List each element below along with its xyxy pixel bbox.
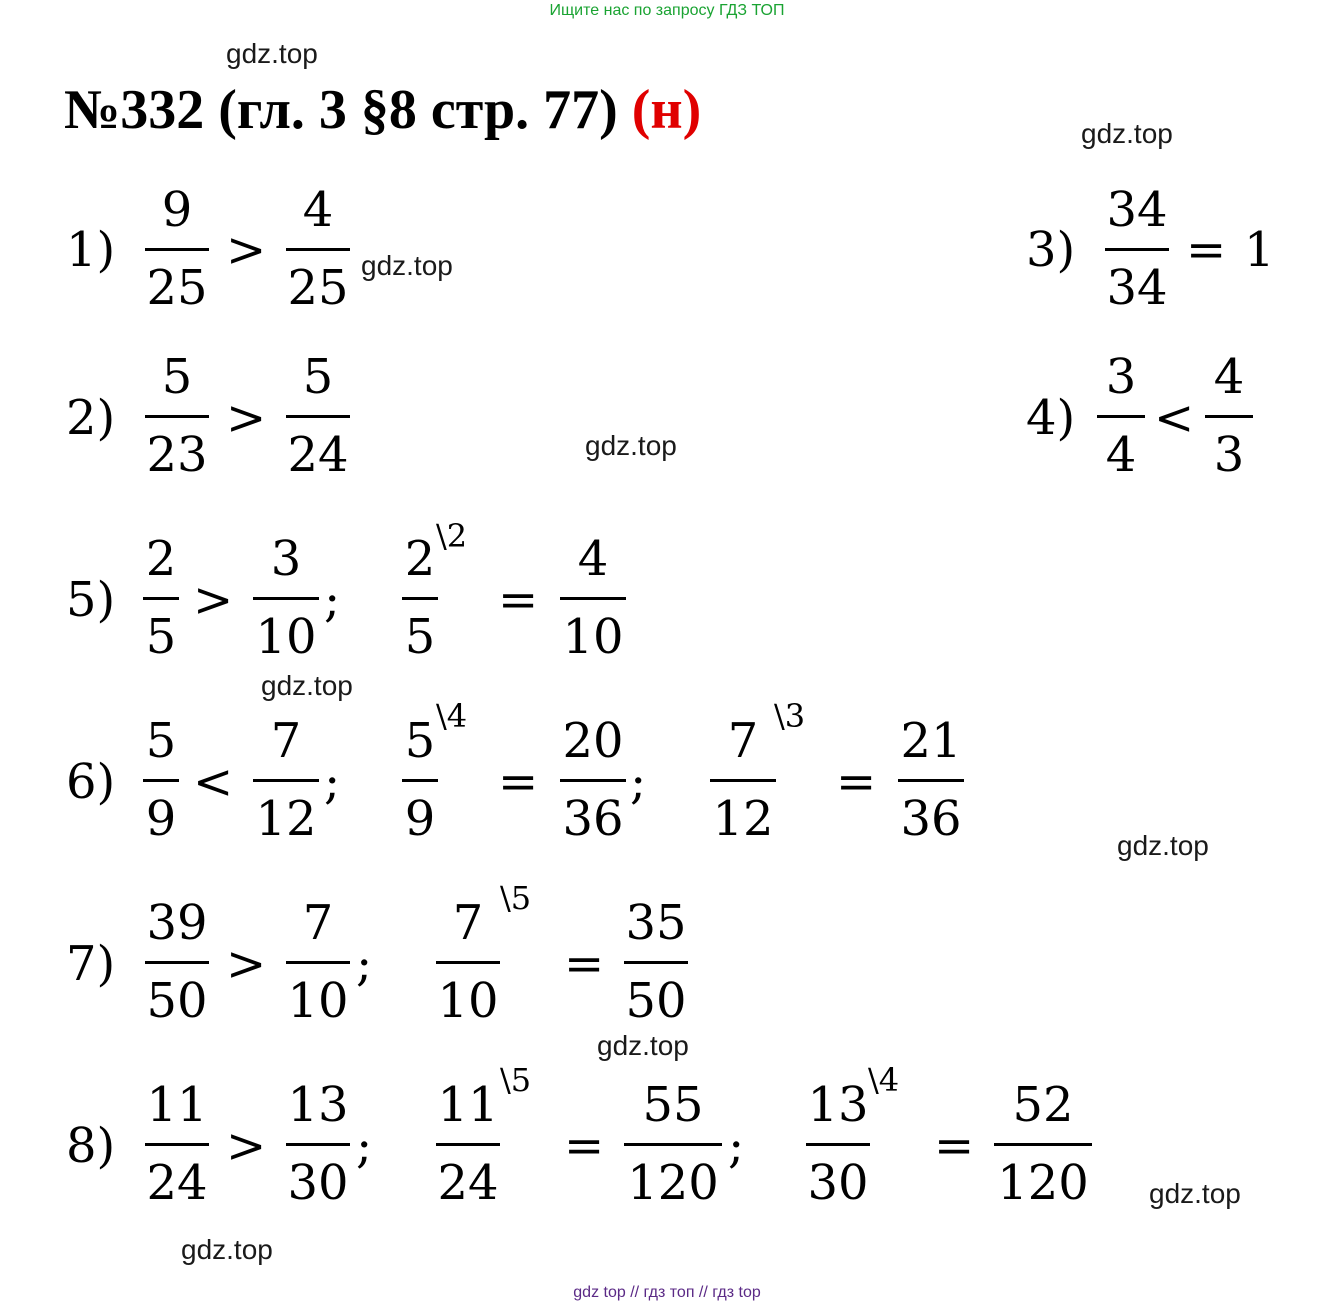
numerator: 4 bbox=[577, 531, 609, 587]
item-label: 3) bbox=[1026, 222, 1076, 278]
numerator: 7 bbox=[270, 713, 302, 769]
numerator: 5 bbox=[145, 713, 177, 769]
denominator: 24 bbox=[437, 1155, 499, 1211]
fraction-bar bbox=[145, 415, 209, 418]
separator: ; bbox=[324, 754, 341, 810]
fraction-bar bbox=[560, 597, 626, 600]
watermark: gdz.top bbox=[1149, 1178, 1241, 1209]
operator: > bbox=[226, 222, 267, 278]
denominator: 10 bbox=[437, 973, 499, 1029]
denominator: 10 bbox=[287, 973, 349, 1029]
fraction-bar bbox=[436, 961, 500, 964]
numerator: 9 bbox=[161, 182, 193, 238]
numerator: 7 bbox=[302, 895, 334, 951]
denominator: 23 bbox=[146, 427, 208, 483]
title-tag: (н) bbox=[631, 79, 702, 141]
item-label: 1) bbox=[66, 222, 116, 278]
operator: < bbox=[1154, 390, 1195, 446]
denominator: 12 bbox=[712, 791, 774, 847]
denominator: 30 bbox=[807, 1155, 869, 1211]
numerator: 7 bbox=[452, 895, 484, 951]
denominator: 34 bbox=[1106, 260, 1168, 316]
title-main: №332 (гл. 3 §8 стр. 77) bbox=[64, 79, 618, 141]
operator: = bbox=[1186, 222, 1227, 278]
numerator: 4 bbox=[1213, 349, 1245, 405]
item-label: 5) bbox=[66, 572, 116, 628]
denominator: 36 bbox=[562, 791, 624, 847]
result-value: 1 bbox=[1244, 222, 1275, 278]
numerator: 39 bbox=[146, 895, 208, 951]
fraction-bar bbox=[1105, 248, 1169, 251]
numerator: 55 bbox=[642, 1077, 704, 1133]
fraction-bar bbox=[143, 779, 179, 782]
equals-sign: = bbox=[498, 572, 539, 628]
fraction-bar bbox=[286, 415, 350, 418]
watermark: gdz.top bbox=[226, 38, 318, 69]
operator: > bbox=[226, 390, 267, 446]
factor-superscript: \4 bbox=[868, 1061, 900, 1099]
factor-superscript: \4 bbox=[436, 697, 468, 735]
denominator: 5 bbox=[404, 609, 436, 665]
numerator: 3 bbox=[1105, 349, 1137, 405]
denominator: 50 bbox=[625, 973, 687, 1029]
fraction-bar bbox=[710, 779, 776, 782]
operator: > bbox=[226, 1118, 267, 1174]
separator: ; bbox=[728, 1118, 745, 1174]
item-label: 7) bbox=[66, 936, 116, 992]
fraction-bar bbox=[898, 779, 964, 782]
equals-sign: = bbox=[564, 1118, 605, 1174]
numerator: 5 bbox=[404, 713, 436, 769]
numerator: 35 bbox=[625, 895, 687, 951]
denominator: 120 bbox=[627, 1155, 719, 1211]
denominator: 4 bbox=[1105, 427, 1137, 483]
fraction-bar bbox=[1205, 415, 1253, 418]
numerator: 3 bbox=[270, 531, 302, 587]
denominator: 24 bbox=[146, 1155, 208, 1211]
denominator: 12 bbox=[255, 791, 317, 847]
numerator: 5 bbox=[161, 349, 193, 405]
fraction-bar bbox=[253, 779, 319, 782]
equals-sign: = bbox=[564, 936, 605, 992]
fraction-bar bbox=[286, 248, 350, 251]
denominator: 30 bbox=[287, 1155, 349, 1211]
separator: ; bbox=[356, 936, 373, 992]
fraction-bar bbox=[624, 961, 688, 964]
denominator: 25 bbox=[287, 260, 349, 316]
page-title bbox=[64, 78, 701, 142]
footer: gdz top // гдз топ // гдз top bbox=[573, 1284, 761, 1301]
operator: > bbox=[193, 572, 234, 628]
fraction-bar bbox=[145, 961, 209, 964]
factor-superscript: \3 bbox=[774, 697, 806, 735]
watermark: gdz.top bbox=[181, 1234, 273, 1265]
fraction-bar bbox=[806, 1143, 870, 1146]
watermark: gdz.top bbox=[1081, 118, 1173, 149]
denominator: 50 bbox=[146, 973, 208, 1029]
denominator: 120 bbox=[997, 1155, 1089, 1211]
denominator: 9 bbox=[145, 791, 177, 847]
operator: < bbox=[193, 754, 234, 810]
fraction-bar bbox=[402, 779, 438, 782]
factor-superscript: \2 bbox=[436, 517, 468, 555]
fraction-bar bbox=[286, 1143, 350, 1146]
item-label: 4) bbox=[1026, 390, 1076, 446]
operator: > bbox=[226, 936, 267, 992]
numerator: 34 bbox=[1106, 182, 1168, 238]
denominator: 10 bbox=[255, 609, 317, 665]
denominator: 25 bbox=[146, 260, 208, 316]
factor-superscript: \5 bbox=[500, 1061, 532, 1099]
numerator: 13 bbox=[807, 1077, 869, 1133]
numerator: 13 bbox=[287, 1077, 349, 1133]
fraction-bar bbox=[145, 248, 209, 251]
fraction-bar bbox=[253, 597, 319, 600]
denominator: 10 bbox=[562, 609, 624, 665]
numerator: 2 bbox=[145, 531, 177, 587]
banner: Ищите нас по запросу ГДЗ ТОП bbox=[549, 2, 785, 19]
watermark: gdz.top bbox=[261, 670, 353, 701]
separator: ; bbox=[630, 754, 647, 810]
denominator: 5 bbox=[145, 609, 177, 665]
fraction-bar bbox=[624, 1143, 722, 1146]
numerator: 5 bbox=[302, 349, 334, 405]
separator: ; bbox=[324, 572, 341, 628]
item-label: 8) bbox=[66, 1118, 116, 1174]
equals-sign: = bbox=[836, 754, 877, 810]
denominator: 3 bbox=[1213, 427, 1245, 483]
denominator: 9 bbox=[404, 791, 436, 847]
fraction-bar bbox=[560, 779, 626, 782]
fraction-bar bbox=[145, 1143, 209, 1146]
fraction-bar bbox=[994, 1143, 1092, 1146]
numerator: 2 bbox=[404, 531, 436, 587]
numerator: 20 bbox=[562, 713, 624, 769]
watermark: gdz.top bbox=[1117, 830, 1209, 861]
numerator: 52 bbox=[1012, 1077, 1074, 1133]
numerator: 11 bbox=[437, 1077, 499, 1133]
fraction-bar bbox=[1097, 415, 1145, 418]
watermark: gdz.top bbox=[585, 430, 677, 461]
equals-sign: = bbox=[934, 1118, 975, 1174]
numerator: 7 bbox=[727, 713, 759, 769]
equals-sign: = bbox=[498, 754, 539, 810]
numerator: 4 bbox=[302, 182, 334, 238]
watermark: gdz.top bbox=[361, 250, 453, 281]
denominator: 36 bbox=[900, 791, 962, 847]
fraction-bar bbox=[402, 597, 438, 600]
fraction-bar bbox=[143, 597, 179, 600]
denominator: 24 bbox=[287, 427, 349, 483]
item-label: 6) bbox=[66, 754, 116, 810]
watermark: gdz.top bbox=[597, 1030, 689, 1061]
separator: ; bbox=[356, 1118, 373, 1174]
fraction-bar bbox=[436, 1143, 500, 1146]
fraction-bar bbox=[286, 961, 350, 964]
factor-superscript: \5 bbox=[500, 879, 532, 917]
numerator: 11 bbox=[146, 1077, 208, 1133]
item-label: 2) bbox=[66, 390, 116, 446]
numerator: 21 bbox=[900, 713, 962, 769]
